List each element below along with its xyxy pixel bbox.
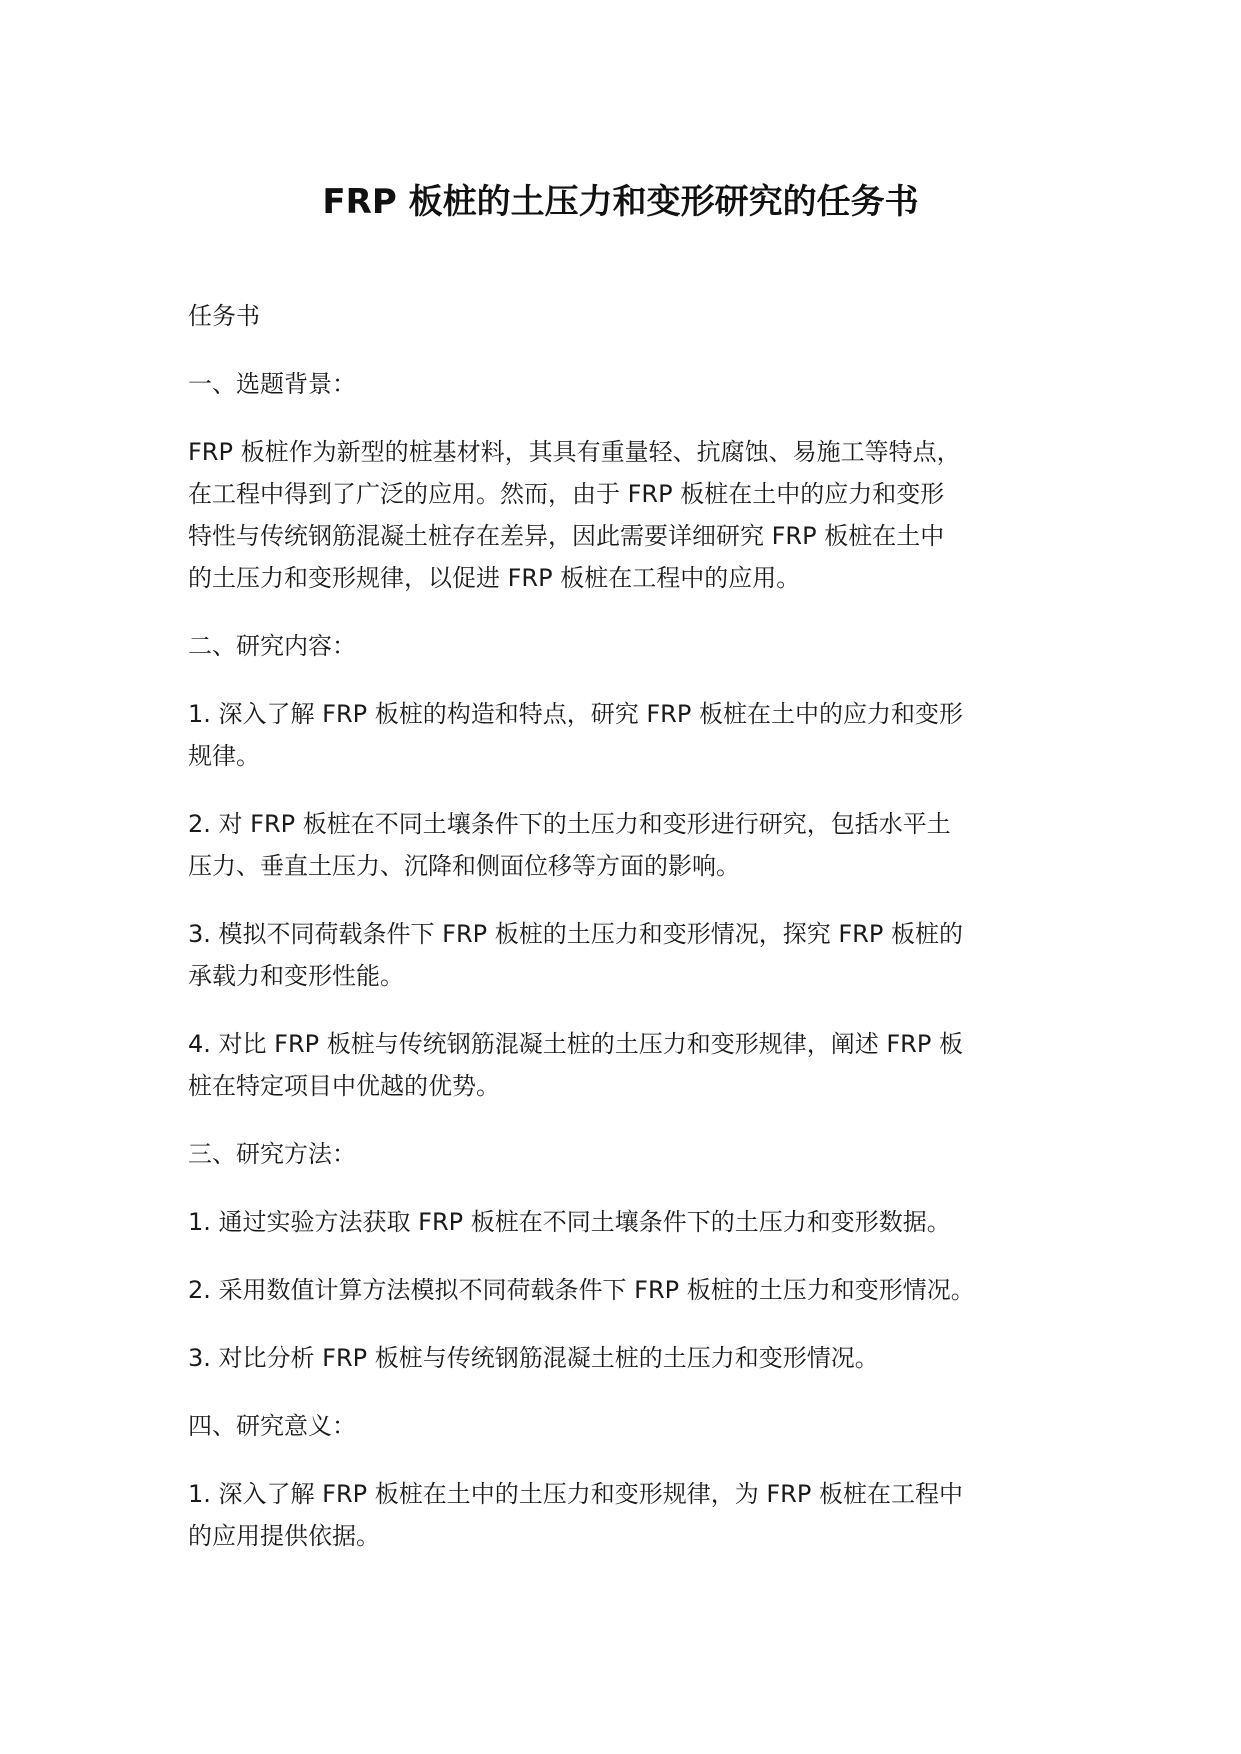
- paragraph-line: 2. 采用数值计算方法模拟不同荷载条件下 FRP 板桩的土压力和变形情况。: [188, 1276, 975, 1304]
- list-item-content-2: [188, 803, 1068, 887]
- paragraph-line: 承载力和变形性能。: [188, 962, 404, 990]
- list-item-method-3: [188, 1337, 1068, 1379]
- paragraph-line: 1. 深入了解 FRP 板桩的构造和特点，研究 FRP 板桩在土中的应力和变形: [188, 700, 963, 728]
- document-title: FRP 板桩的土压力和变形研究的任务书: [322, 182, 919, 222]
- paragraph-line: 1. 深入了解 FRP 板桩在土中的土压力和变形规律，为 FRP 板桩在工程中: [188, 1480, 963, 1508]
- document-body: [188, 295, 1068, 1583]
- paragraph-line: FRP 板桩作为新型的桩基材料，其具有重量轻、抗腐蚀、易施工等特点，: [188, 438, 961, 466]
- paragraph-line: 3. 模拟不同荷载条件下 FRP 板桩的土压力和变形情况，探究 FRP 板桩的: [188, 920, 963, 948]
- paragraph-line: 3. 对比分析 FRP 板桩与传统钢筋混凝土桩的土压力和变形情况。: [188, 1344, 879, 1372]
- list-item-content-3: [188, 913, 1068, 997]
- list-item-method-1: [188, 1201, 1068, 1243]
- paragraph-line: 的应用提供依据。: [188, 1522, 380, 1550]
- paragraph-line: 一、选题背景：: [188, 370, 356, 398]
- paragraph-background: [188, 431, 1068, 599]
- paragraph-line: 压力、垂直土压力、沉降和侧面位移等方面的影响。: [188, 852, 740, 880]
- paragraph-line: 1. 通过实验方法获取 FRP 板桩在不同土壤条件下的土压力和变形数据。: [188, 1208, 951, 1236]
- paragraph-line: 规律。: [188, 742, 260, 770]
- paragraph-line: 的土压力和变形规律，以促进 FRP 板桩在工程中的应用。: [188, 564, 801, 592]
- list-item-method-2: [188, 1269, 1068, 1311]
- section-heading-method: [188, 1133, 1068, 1175]
- paragraph-line: 2. 对 FRP 板桩在不同土壤条件下的土压力和变形进行研究，包括水平土: [188, 810, 951, 838]
- list-item-content-1: [188, 693, 1068, 777]
- list-item-significance-1: [188, 1473, 1068, 1557]
- paragraph-line: 在工程中得到了广泛的应用。然而，由于 FRP 板桩在土中的应力和变形: [188, 480, 945, 508]
- paragraph-line: 四、研究意义：: [188, 1412, 356, 1440]
- section-heading-background: [188, 363, 1068, 405]
- paragraph-line: 桩在特定项目中优越的优势。: [188, 1072, 500, 1100]
- paragraph-line: 4. 对比 FRP 板桩与传统钢筋混凝土桩的土压力和变形规律，阐述 FRP 板: [188, 1030, 963, 1058]
- paragraph-line: 二、研究内容：: [188, 632, 356, 660]
- paragraph-line: 特性与传统钢筋混凝土桩存在差异，因此需要详细研究 FRP 板桩在土中: [188, 522, 945, 550]
- list-item-content-4: [188, 1023, 1068, 1107]
- section-heading-content: [188, 625, 1068, 667]
- paragraph-line: 任务书: [188, 302, 260, 330]
- paragraph-task-label: [188, 295, 1068, 337]
- paragraph-line: 三、研究方法：: [188, 1140, 356, 1168]
- section-heading-significance: [188, 1405, 1068, 1447]
